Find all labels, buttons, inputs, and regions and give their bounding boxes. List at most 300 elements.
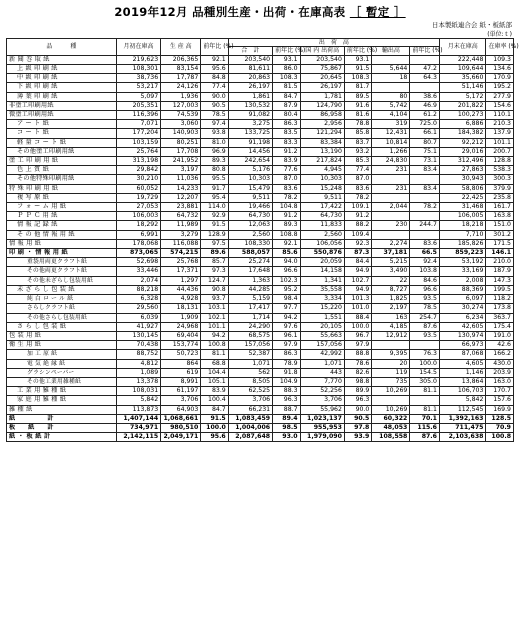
cell-total: 62,525 [228, 387, 272, 396]
cell-closing: 222,448 [439, 55, 485, 64]
cell-closing-rate: 166.2 [486, 350, 514, 359]
header-production-yoy: 前年比 (%) [201, 39, 228, 56]
cell-domestic-yoy: 87.3 [344, 249, 371, 258]
cell-domestic: 1,071 [300, 359, 344, 368]
cell-production: 1,909 [161, 313, 201, 322]
cell-closing: 58,806 [439, 184, 485, 193]
cell-closing: 312,496 [439, 157, 485, 166]
cell-domestic-yoy: 102.7 [344, 276, 371, 285]
cell-opening: 6,328 [116, 295, 160, 304]
cell-opening: 19,729 [116, 193, 160, 202]
cell-opening: 116,396 [116, 111, 160, 120]
cell-export-yoy: 83.4 [410, 166, 440, 175]
cell-production: 2,049,171 [161, 433, 201, 442]
cell-export: 4,185 [372, 322, 410, 331]
table-row [7, 322, 514, 331]
header-row-1 [7, 39, 514, 47]
cell-domestic: 17,422 [300, 203, 344, 212]
cell-domestic-yoy: 77.4 [344, 166, 371, 175]
cell-opening: 1,407,144 [116, 414, 160, 423]
cell-total: 19,466 [228, 203, 272, 212]
cell-closing: 5,842 [439, 396, 485, 405]
cell-export [372, 175, 410, 184]
cell-closing-rate: 137.9 [486, 129, 514, 138]
cell-closing: 35,660 [439, 74, 485, 83]
row-kind-name: その他未ざらし包装用紙 [7, 276, 117, 285]
cell-production: 1,068,661 [161, 414, 201, 423]
table-row [7, 405, 514, 414]
cell-total: 12,063 [228, 221, 272, 230]
cell-closing-rate: 154.6 [486, 101, 514, 110]
cell-production-yoy: 104.4 [201, 368, 228, 377]
table-row [7, 212, 514, 221]
cell-production: 980,510 [161, 423, 201, 432]
cell-domestic-yoy: 93.9 [344, 433, 371, 442]
cell-domestic-yoy: 85.3 [344, 157, 371, 166]
cell-export: 10,269 [372, 405, 410, 414]
cell-production-yoy: 83.9 [201, 387, 228, 396]
cell-closing-rate: 128.5 [486, 414, 514, 423]
cell-domestic: 1,979,090 [300, 433, 344, 442]
cell-production-yoy: 95.6 [201, 433, 228, 442]
cell-production: 50,723 [161, 350, 201, 359]
cell-total-yoy: 80.4 [273, 111, 300, 120]
cell-opening: 41,927 [116, 322, 160, 331]
cell-export-yoy: 254.7 [410, 313, 440, 322]
cell-export-yoy: 92.4 [410, 258, 440, 267]
cell-export-yoy: 70.1 [410, 414, 440, 423]
cell-domestic: 550,876 [300, 249, 344, 258]
table-row [7, 368, 514, 377]
cell-opening: 30,210 [116, 175, 160, 184]
cell-total: 66,231 [228, 405, 272, 414]
cell-export-yoy [410, 341, 440, 350]
cell-production: 11,036 [161, 175, 201, 184]
cell-opening: 178,068 [116, 239, 160, 248]
cell-closing: 27,863 [439, 166, 485, 175]
cell-domestic: 26,197 [300, 83, 344, 92]
cell-export: 5,644 [372, 65, 410, 74]
table-row [7, 285, 514, 294]
cell-total-yoy: 92.1 [273, 239, 300, 248]
cell-production: 80,251 [161, 138, 201, 147]
cell-closing-rate: 300.3 [486, 175, 514, 184]
cell-domestic-yoy: 81.6 [344, 111, 371, 120]
row-kind-name: さ ら し 包 装 紙 [7, 322, 117, 331]
cell-total-yoy: 77.6 [273, 166, 300, 175]
cell-production: 1,297 [161, 276, 201, 285]
cell-total-yoy: 91.2 [273, 212, 300, 221]
cell-total: 20,863 [228, 74, 272, 83]
cell-export-yoy: 115.6 [410, 423, 440, 432]
cell-closing-rate: 157.6 [486, 396, 514, 405]
table-row [7, 129, 514, 138]
row-kind-name: 板 紙 計 [7, 423, 117, 432]
cell-production: 8,991 [161, 377, 201, 386]
table-row [7, 74, 514, 83]
cell-export: 3,490 [372, 267, 410, 276]
row-kind-name: 軽 量 コ ー ト 紙 [7, 138, 117, 147]
cell-opening: 88,752 [116, 350, 160, 359]
cell-total: 91,198 [228, 138, 272, 147]
cell-production-yoy: 101.1 [201, 322, 228, 331]
cell-total-yoy: 81.5 [273, 83, 300, 92]
cell-production: 14,233 [161, 184, 201, 193]
cell-production: 83,154 [161, 65, 201, 74]
cell-production-yoy: 78.5 [201, 111, 228, 120]
table-row [7, 221, 514, 230]
cell-production: 12,207 [161, 193, 201, 202]
cell-export: 108,558 [372, 433, 410, 442]
cell-domestic-yoy: 94.9 [344, 267, 371, 276]
cell-total: 24,290 [228, 322, 272, 331]
cell-closing: 711,475 [439, 423, 485, 432]
cell-closing-rate: 163.0 [486, 377, 514, 386]
cell-export: 60,322 [372, 414, 410, 423]
cell-closing: 66,973 [439, 341, 485, 350]
row-kind-name: 特 殊 印 刷 用 紙 [7, 184, 117, 193]
cell-total: 52,387 [228, 350, 272, 359]
table-row [7, 276, 514, 285]
cell-domestic: 4,945 [300, 166, 344, 175]
cell-production: 140,903 [161, 129, 201, 138]
cell-closing: 6,886 [439, 120, 485, 129]
cell-production: 18,131 [161, 304, 201, 313]
cell-domestic: 55,962 [300, 405, 344, 414]
header-opening: 月初在庫高 [116, 39, 160, 56]
cell-closing: 30,943 [439, 175, 485, 184]
cell-total: 2,560 [228, 230, 272, 239]
table-row [7, 258, 514, 267]
cell-closing-rate: 171.5 [486, 239, 514, 248]
row-kind-name: 下 級 印 刷 紙 [7, 83, 117, 92]
cell-export-yoy: 725.0 [410, 120, 440, 129]
cell-closing-rate: 191.0 [486, 331, 514, 340]
cell-total-yoy: 86.3 [273, 350, 300, 359]
cell-domestic-yoy: 90.5 [344, 414, 371, 423]
header-kind: 品 種 [7, 39, 117, 56]
cell-production-yoy: 90.5 [201, 101, 228, 110]
cell-domestic-yoy: 98.8 [344, 377, 371, 386]
cell-export [372, 212, 410, 221]
cell-production-yoy: 90.0 [201, 92, 228, 101]
cell-export-yoy: 103.8 [410, 267, 440, 276]
cell-domestic-yoy: 93.1 [344, 55, 371, 64]
cell-export-yoy: 47.2 [410, 65, 440, 74]
row-kind-name: 家 庭 用 雑 種 紙 [7, 396, 117, 405]
cell-domestic: 3,334 [300, 295, 344, 304]
cell-domestic-yoy: 92.3 [344, 239, 371, 248]
cell-production-yoy: 84.8 [201, 74, 228, 83]
cell-total: 203,540 [228, 55, 272, 64]
cell-export: 9,395 [372, 350, 410, 359]
cell-closing: 100,273 [439, 111, 485, 120]
cell-production: 74,539 [161, 111, 201, 120]
table-row [7, 65, 514, 74]
cell-closing: 106,005 [439, 212, 485, 221]
cell-closing: 13,864 [439, 377, 485, 386]
cell-opening: 18,292 [116, 221, 160, 230]
cell-domestic-yoy: 101.0 [344, 304, 371, 313]
cell-production: 17,371 [161, 267, 201, 276]
cell-total: 130,532 [228, 101, 272, 110]
cell-domestic-yoy: 91.5 [344, 65, 371, 74]
cell-total-yoy: 84.7 [273, 92, 300, 101]
cell-export-yoy: 61.2 [410, 111, 440, 120]
table-row [7, 267, 514, 276]
cell-production-yoy: 80.8 [201, 166, 228, 175]
cell-total-yoy: 93.0 [273, 433, 300, 442]
cell-opening: 60,052 [116, 184, 160, 193]
cell-total: 108,330 [228, 239, 272, 248]
cell-opening: 70,438 [116, 341, 160, 350]
cell-export-yoy: 81.1 [410, 387, 440, 396]
cell-export-yoy: 66.5 [410, 249, 440, 258]
cell-export-yoy: 64.3 [410, 74, 440, 83]
cell-total: 157,056 [228, 341, 272, 350]
cell-export: 4,104 [372, 111, 410, 120]
cell-domestic: 9,511 [300, 193, 344, 202]
cell-total-yoy: 86.0 [273, 65, 300, 74]
cell-closing: 859,223 [439, 249, 485, 258]
cell-export: 735 [372, 377, 410, 386]
cell-export-yoy: 80.7 [410, 138, 440, 147]
cell-opening: 108,031 [116, 387, 160, 396]
cell-closing-rate: 169.9 [486, 405, 514, 414]
cell-domestic: 55,663 [300, 331, 344, 340]
table-row [7, 313, 514, 322]
cell-opening: 734,971 [116, 423, 160, 432]
cell-production: 3,060 [161, 120, 201, 129]
cell-export [372, 193, 410, 202]
cell-total: 44,285 [228, 285, 272, 294]
cell-total: 10,303 [228, 175, 272, 184]
cell-domestic: 11,833 [300, 221, 344, 230]
row-kind-name: 重袋用両更クラフト紙 [7, 258, 117, 267]
cell-export-yoy: 78.5 [410, 304, 440, 313]
cell-production: 64,903 [161, 405, 201, 414]
cell-export-yoy: 87.6 [410, 433, 440, 442]
row-kind-name: グラシンペーパー [7, 368, 117, 377]
row-kind-name: そ の 他 情 報 用 紙 [7, 230, 117, 239]
row-kind-name: 中 級 印 刷 紙 [7, 74, 117, 83]
header-closing-yoy: 在庫率 (%) [486, 39, 514, 56]
cell-production-yoy: 114.0 [201, 203, 228, 212]
cell-production-yoy: 84.7 [201, 405, 228, 414]
cell-production: 574,215 [161, 249, 201, 258]
cell-opening: 33,446 [116, 267, 160, 276]
cell-export: 2,044 [372, 203, 410, 212]
row-kind-name: その他工業用雑種紙 [7, 377, 117, 386]
cell-total-yoy: 96.3 [273, 396, 300, 405]
row-kind-name: ア ー ト 紙 [7, 120, 117, 129]
cell-domestic-yoy: 91.2 [344, 212, 371, 221]
cell-total: 91,082 [228, 111, 272, 120]
cell-opening: 113,873 [116, 405, 160, 414]
cell-export-yoy: 38.6 [410, 92, 440, 101]
cell-domestic: 20,645 [300, 74, 344, 83]
cell-production-yoy: 90.8 [201, 285, 228, 294]
cell-opening: 38,736 [116, 74, 160, 83]
cell-export: 18 [372, 74, 410, 83]
cell-total-yoy: 97.6 [273, 322, 300, 331]
cell-domestic: 106,056 [300, 239, 344, 248]
cell-opening: 52,698 [116, 258, 160, 267]
cell-export: 1,266 [372, 147, 410, 156]
row-kind-name: コ ー ト 紙 [7, 129, 117, 138]
cell-domestic-yoy: 85.8 [344, 129, 371, 138]
cell-domestic: 15,248 [300, 184, 344, 193]
cell-production-yoy: 94.2 [201, 331, 228, 340]
cell-total-yoy: 83.9 [273, 157, 300, 166]
table-row [7, 359, 514, 368]
cell-export: 12,912 [372, 331, 410, 340]
cell-domestic-yoy: 90.0 [344, 405, 371, 414]
row-kind-name: 紙 計 [7, 414, 117, 423]
cell-closing-rate: 118.2 [486, 295, 514, 304]
cell-total: 17,648 [228, 267, 272, 276]
table-row [7, 249, 514, 258]
cell-export-yoy [410, 175, 440, 184]
cell-opening: 7,071 [116, 120, 160, 129]
row-kind-name: 非塗工印刷用紙 [7, 101, 117, 110]
cell-domestic: 7,770 [300, 377, 344, 386]
table-row [7, 414, 514, 423]
cell-export: 22 [372, 276, 410, 285]
cell-domestic: 3,706 [300, 396, 344, 405]
cell-closing: 53,192 [439, 258, 485, 267]
cell-production: 241,952 [161, 157, 201, 166]
cell-total-yoy: 89.3 [273, 221, 300, 230]
cell-opening: 103,159 [116, 138, 160, 147]
table-row [7, 120, 514, 129]
cell-domestic: 20,059 [300, 258, 344, 267]
cell-total: 562 [228, 368, 272, 377]
cell-domestic: 42,992 [300, 350, 344, 359]
title-text: 2019年12月 品種別生産・出荷・在庫高表 [114, 5, 346, 19]
table-row [7, 166, 514, 175]
table-row [7, 111, 514, 120]
cell-production-yoy: 77.4 [201, 83, 228, 92]
cell-opening: 5,097 [116, 92, 160, 101]
cell-total-yoy: 98.4 [273, 295, 300, 304]
cell-domestic-yoy: 94.9 [344, 285, 371, 294]
cell-production: 206,365 [161, 55, 201, 64]
cell-production: 4,928 [161, 295, 201, 304]
row-kind-name: 薄 葉 印 刷 紙 [7, 92, 117, 101]
cell-production-yoy: 68.8 [201, 359, 228, 368]
row-kind-name: 色 上 質 紙 [7, 166, 117, 175]
row-kind-name: フ ォ ー ム 用 紙 [7, 203, 117, 212]
cell-closing: 6,097 [439, 295, 485, 304]
cell-production: 17,787 [161, 74, 201, 83]
cell-export: 12,431 [372, 129, 410, 138]
cell-export: 231 [372, 184, 410, 193]
cell-closing-rate: 277.9 [486, 92, 514, 101]
cell-export: 119 [372, 368, 410, 377]
cell-closing-rate: 100.8 [486, 433, 514, 442]
header-total-yoy: 前年比 (%) [273, 47, 300, 55]
cell-domestic-yoy: 108.3 [344, 74, 371, 83]
cell-opening: 27,053 [116, 203, 160, 212]
cell-domestic-yoy: 101.3 [344, 295, 371, 304]
cell-total: 242,654 [228, 157, 272, 166]
cell-total: 68,575 [228, 331, 272, 340]
row-kind-name: その他両更クラフト紙 [7, 267, 117, 276]
cell-opening: 4,812 [116, 359, 160, 368]
cell-production-yoy: 105.1 [201, 377, 228, 386]
table-row [7, 101, 514, 110]
cell-export: 5,215 [372, 258, 410, 267]
cell-production-yoy: 100.0 [201, 423, 228, 432]
cell-domestic-yoy: 78.8 [344, 120, 371, 129]
cell-production-yoy: 128.9 [201, 230, 228, 239]
cell-production-yoy: 97.3 [201, 267, 228, 276]
cell-closing-rate: 379.9 [486, 184, 514, 193]
cell-export-yoy [410, 55, 440, 64]
cell-closing: 42,605 [439, 322, 485, 331]
cell-production-yoy: 103.1 [201, 304, 228, 313]
cell-export: 10,269 [372, 387, 410, 396]
row-kind-name: 情 報 記 録 紙 [7, 221, 117, 230]
cell-export-yoy: 100.0 [410, 359, 440, 368]
table-row [7, 184, 514, 193]
cell-export-yoy: 154.5 [410, 368, 440, 377]
cell-opening: 1,089 [116, 368, 160, 377]
cell-total-yoy: 83.3 [273, 138, 300, 147]
cell-export: 24,830 [372, 157, 410, 166]
cell-total: 1,861 [228, 92, 272, 101]
cell-export: 48,053 [372, 423, 410, 432]
cell-closing-rate: 101.1 [486, 138, 514, 147]
cell-opening: 108,301 [116, 65, 160, 74]
cell-total-yoy: 96.6 [273, 267, 300, 276]
cell-production: 116,088 [161, 239, 201, 248]
cell-total: 25,274 [228, 258, 272, 267]
row-kind-name: その他塗工印刷用紙 [7, 147, 117, 156]
cell-domestic-yoy: 78.2 [344, 193, 371, 202]
cell-production-yoy: 93.8 [201, 129, 228, 138]
cell-closing-rate: 210.3 [486, 120, 514, 129]
row-kind-name: 衛 生 用 紙 [7, 341, 117, 350]
cell-total: 14,456 [228, 147, 272, 156]
cell-total-yoy: 104.9 [273, 377, 300, 386]
cell-total-yoy: 94.0 [273, 258, 300, 267]
cell-opening: 25,764 [116, 147, 160, 156]
cell-closing: 184,382 [439, 129, 485, 138]
cell-domestic-yoy: 89.5 [344, 92, 371, 101]
row-kind-name: さらしクラフト紙 [7, 304, 117, 313]
cell-total: 3,275 [228, 120, 272, 129]
cell-domestic: 86,958 [300, 111, 344, 120]
cell-domestic-yoy: 83.6 [344, 184, 371, 193]
cell-export: 2,274 [372, 239, 410, 248]
cell-total-yoy: 91.2 [273, 147, 300, 156]
unit-note: (単位:ｔ) [487, 31, 512, 38]
cell-opening: 53,217 [116, 83, 160, 92]
row-kind-name: 包 装 用 紙 [7, 331, 117, 340]
cell-closing-rate: 187.9 [486, 267, 514, 276]
cell-total-yoy: 95.2 [273, 285, 300, 294]
cell-domestic-yoy: 88.4 [344, 313, 371, 322]
cell-production: 61,197 [161, 387, 201, 396]
cell-production: 153,774 [161, 341, 201, 350]
cell-closing-rate: 195.2 [486, 83, 514, 92]
cell-production-yoy: 95.4 [201, 193, 228, 202]
cell-export [372, 396, 410, 405]
header-shipments: 出 荷 高 [228, 39, 439, 47]
cell-total: 17,417 [228, 304, 272, 313]
